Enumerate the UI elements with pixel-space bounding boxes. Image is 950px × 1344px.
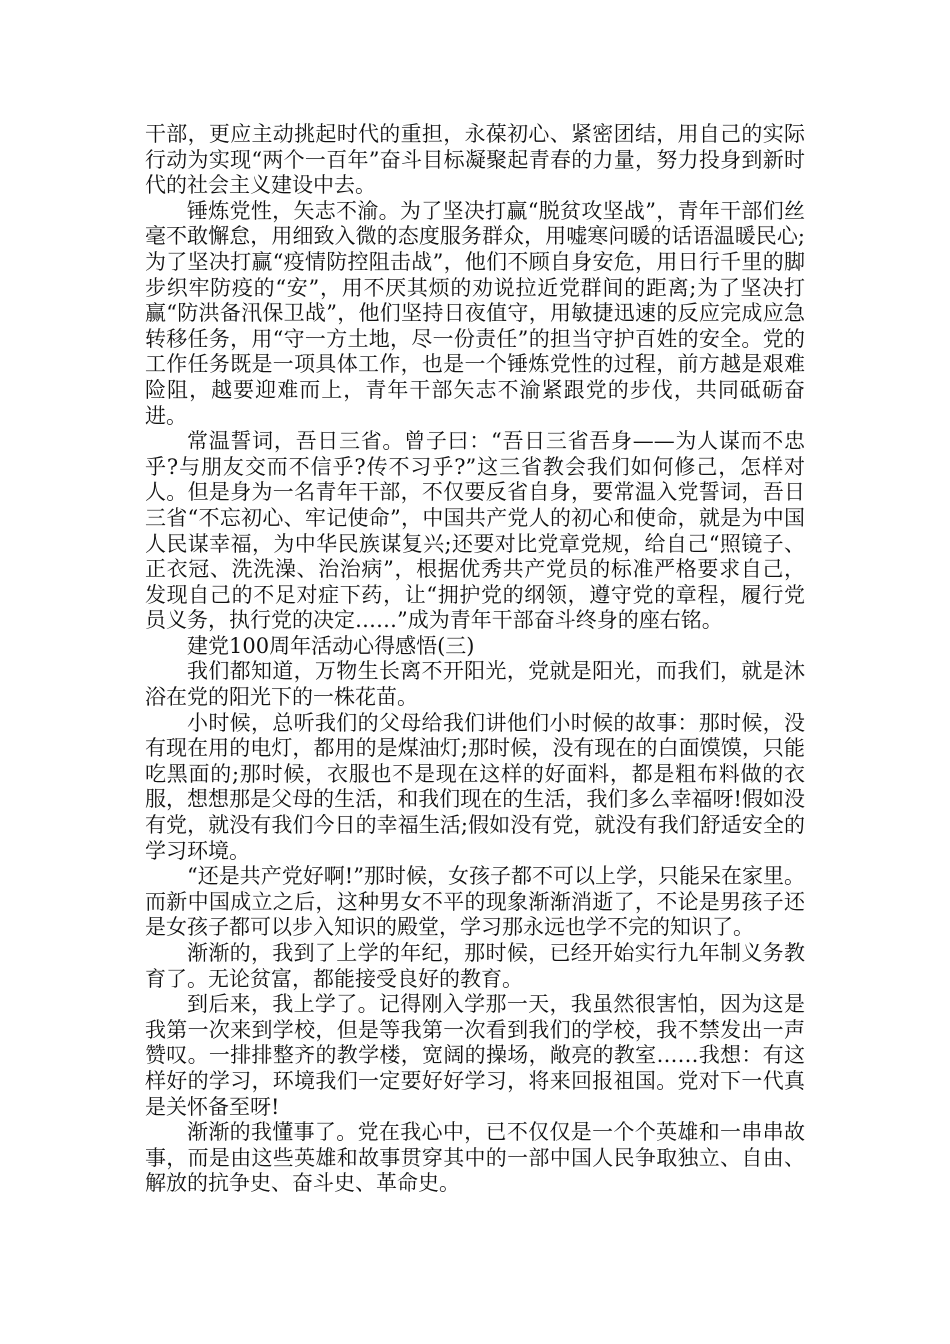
paragraph-6: 小时候，总听我们的父母给我们讲他们小时候的故事：那时候，没有现在用的电灯，都用的是煤油灯;那时候，没有现在的白面馍馍，只能吃黑面的;那时候，衣服也不是现在这样的好面料，都是粗布料做的衣服，想想那是父母的生活，和我们现在的生活，我们多么幸福呀!假如没有党，就没有我们今日的幸福生活;假如没有党，就没有我们舒适安全的学习环境。: [145, 710, 805, 863]
paragraph-9: 到后来，我上学了。记得刚入学那一天，我虽然很害怕，因为这是我第一次来到学校，但是等我第一次看到我们的学校，我不禁发出一声赞叹。一排排整齐的教学楼，宽阔的操场，敞亮的教室……我想：有这样好的学习，环境我们一定要好好学习，将来回报祖国。党对下一代真是关怀备至呀!: [145, 992, 805, 1119]
paragraph-10: 渐渐的我懂事了。党在我心中，已不仅仅是一个个英雄和一串串故事，而是由这些英雄和故事贯穿其中的一部中国人民争取独立、自由、解放的抗争史、奋斗史、革命史。: [145, 1120, 805, 1196]
document-page: [145, 122, 805, 1197]
paragraph-5: 我们都知道，万物生长离不开阳光，党就是阳光，而我们，就是沐浴在党的阳光下的一株花苗。: [145, 659, 805, 710]
paragraph-3: 常温誓词，吾日三省。曾子曰：“吾日三省吾身——为人谋而不忠乎?与朋友交而不信乎?传不习乎?”这三省教会我们如何修己，怎样对人。但是身为一名青年干部，不仅要反省自身，要常温入党誓词，吾日三省“不忘初心、牢记使命”，中国共产党人的初心和使命，就是为中国人民谋幸福，为中华民族谋复兴;还要对比党章党规，给自己“照镜子、正衣冠、洗洗澡、治治病”，根据优秀共产党员的标准严格要求自己，发现自己的不足对症下药，让“拥护党的纲领，遵守党的章程，履行党员义务，执行党的决定……”成为青年干部奋斗终身的座右铭。: [145, 429, 805, 633]
section-heading: 建党100周年活动心得感悟(三): [187, 633, 475, 658]
paragraph-1: 干部，更应主动挑起时代的重担，永葆初心、紧密团结，用自己的实际行动为实现“两个一百年”奋斗目标凝聚起青春的力量，努力投身到新时代的社会主义建设中去。: [145, 122, 805, 198]
paragraph-7: “还是共产党好啊!”那时候，女孩子都不可以上学，只能呆在家里。而新中国成立之后，这种男女不平的现象渐渐消逝了，不论是男孩子还是女孩子都可以步入知识的殿堂，学习那永远也学不完的知识了。: [145, 864, 805, 940]
paragraph-2: 锤炼党性，矢志不渝。为了坚决打赢“脱贫攻坚战”，青年干部们丝毫不敢懈怠，用细致入微的态度服务群众，用嘘寒问暖的话语温暖民心;为了坚决打赢“疫情防控阻击战”，他们不顾自身安危，用日行千里的脚步织牢防疫的“安”，用不厌其烦的劝说拉近党群间的距离;为了坚决打赢“防洪备汛保卫战”，他们坚持日夜值守，用敏捷迅速的反应完成应急转移任务，用“守一方土地，尽一份责任”的担当守护百姓的安全。党的工作任务既是一项具体工作，也是一个锤炼党性的过程，前方越是艰难险阻，越要迎难而上，青年干部矢志不渝紧跟党的步伐，共同砥砺奋进。: [145, 198, 805, 428]
paragraph-8: 渐渐的，我到了上学的年纪，那时候，已经开始实行九年制义务教育了。无论贫富，都能接受良好的教育。: [145, 941, 805, 991]
